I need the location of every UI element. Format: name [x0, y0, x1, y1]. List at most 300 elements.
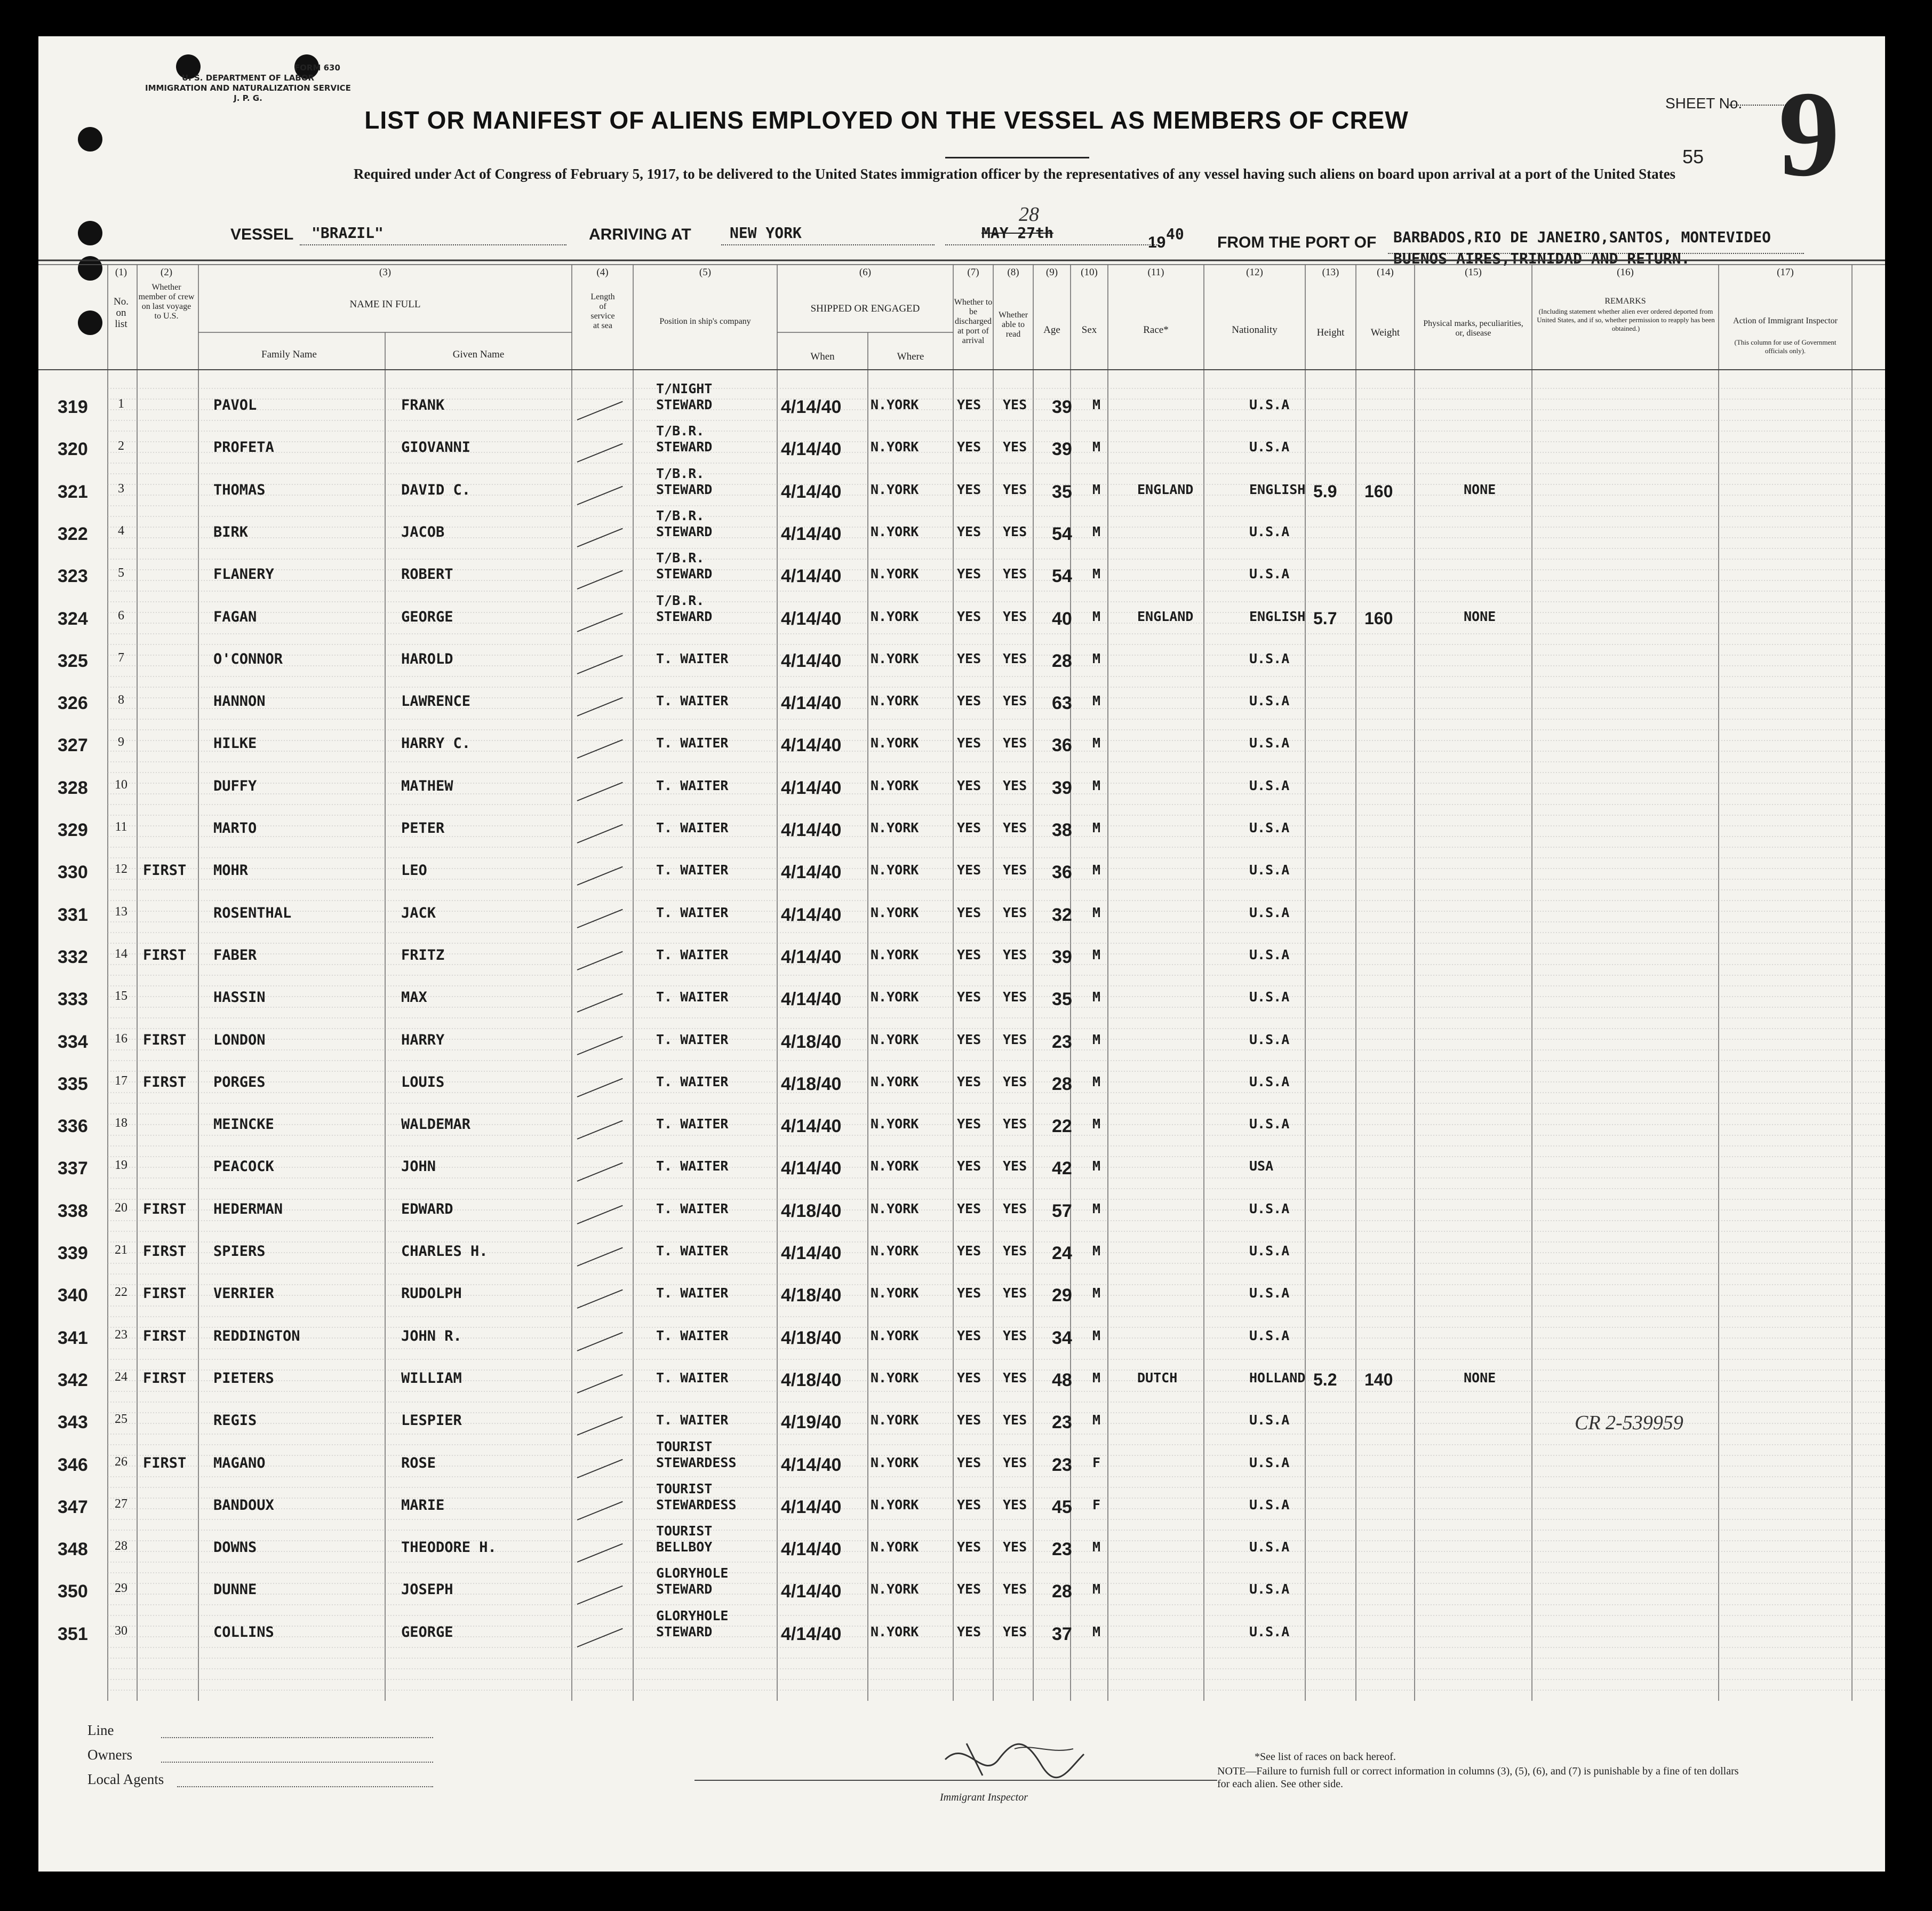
discharge-cell: YES — [957, 1158, 981, 1174]
service-check-mark — [577, 951, 623, 970]
sex-cell: M — [1092, 989, 1101, 1005]
shipped-when-cell: 4/14/40 — [781, 1454, 842, 1475]
sex-cell: F — [1092, 1496, 1101, 1512]
table-row — [38, 1523, 1885, 1578]
row-number: 2 — [118, 439, 124, 453]
service-check-mark — [577, 1332, 623, 1351]
row-number: 16 — [115, 1031, 127, 1046]
family-name-cell: LONDON — [213, 1031, 266, 1048]
row-number: 8 — [118, 693, 124, 707]
given-name-cell: MARIE — [401, 1496, 445, 1514]
row-number: 28 — [115, 1539, 127, 1554]
discharge-cell: YES — [957, 481, 981, 497]
col4-header: Length of service at sea — [590, 292, 615, 330]
shipped-where-cell: N.YORK — [871, 1031, 919, 1047]
discharge-cell: YES — [957, 1539, 981, 1555]
read-cell: YES — [1003, 481, 1027, 497]
shipped-where-cell: N.YORK — [871, 1243, 919, 1259]
list-line-number: 324 — [58, 608, 88, 629]
row-number: 5 — [118, 566, 124, 580]
col6a-header: When — [810, 351, 835, 362]
col9-num: (9) — [1045, 267, 1058, 278]
given-name-cell: JACK — [401, 904, 436, 921]
shipped-where-cell: N.YORK — [871, 777, 919, 793]
col11-num: (11) — [1147, 267, 1164, 278]
list-line-number: 335 — [58, 1073, 88, 1094]
read-cell: YES — [1003, 735, 1027, 751]
shipped-where-cell: N.YORK — [871, 1116, 919, 1132]
read-cell: YES — [1003, 989, 1027, 1005]
position-line2-cell: T. WAITER — [656, 1327, 729, 1343]
service-check-mark — [577, 909, 623, 928]
read-cell: YES — [1003, 566, 1027, 582]
discharge-cell: YES — [957, 1369, 981, 1386]
list-line-number: 348 — [58, 1539, 88, 1560]
nationality-cell: U.S.A — [1249, 1581, 1290, 1597]
nationality-cell: ENGLISH — [1249, 481, 1306, 497]
row-number: 18 — [115, 1116, 127, 1130]
shipped-when-cell: 4/14/40 — [781, 1116, 842, 1137]
sex-cell: M — [1092, 1243, 1101, 1259]
previous-voyage-cell: FIRST — [143, 1031, 187, 1048]
from-port-line1: BARBADOS,RIO DE JANEIRO,SANTOS, MONTEVIDEO — [1393, 228, 1771, 246]
family-name-cell: PORGES — [213, 1073, 266, 1090]
sex-cell: M — [1092, 1116, 1101, 1132]
read-cell: YES — [1003, 1200, 1027, 1216]
read-cell: YES — [1003, 1454, 1027, 1470]
shipped-when-cell: 4/18/40 — [781, 1073, 842, 1094]
read-cell: YES — [1003, 1496, 1027, 1512]
shipped-when-cell: 4/14/40 — [781, 650, 842, 671]
row-number: 1 — [118, 397, 124, 411]
shipped-when-cell: 4/14/40 — [781, 904, 842, 925]
shipped-where-cell: N.YORK — [871, 481, 919, 497]
position-line2-cell: T. WAITER — [656, 820, 729, 835]
shipped-where-cell: N.YORK — [871, 523, 919, 539]
sex-cell: M — [1092, 1327, 1101, 1343]
age-cell: 42 — [1052, 1158, 1072, 1179]
previous-voyage-cell: FIRST — [143, 946, 187, 964]
read-cell: YES — [1003, 1369, 1027, 1386]
family-name-cell: VERRIER — [213, 1285, 274, 1302]
position-line1-cell: TOURIST — [656, 1523, 713, 1539]
col8-num: (8) — [1007, 267, 1019, 278]
read-cell: YES — [1003, 523, 1027, 539]
sex-cell: M — [1092, 1073, 1101, 1089]
table-row — [38, 592, 1885, 647]
discharge-cell: YES — [957, 1285, 981, 1301]
given-name-cell: EDWARD — [401, 1200, 453, 1217]
list-line-number: 333 — [58, 989, 88, 1010]
service-check-mark — [577, 1247, 623, 1267]
col17-header: Action of Immigrant Inspector — [1733, 316, 1838, 325]
list-line-number: 323 — [58, 566, 88, 587]
age-cell: 23 — [1052, 1412, 1072, 1433]
list-line-number: 331 — [58, 904, 88, 925]
arriving-label: ARRIVING AT — [589, 226, 691, 243]
table-row — [38, 731, 1885, 774]
service-check-mark — [577, 655, 623, 674]
penalty-note: NOTE—Failure to furnish full or correct information in columns (3), (5), (6), and (7) is punishable by a fine of ten dollars for each alien. See other side. — [1217, 1765, 1739, 1790]
form-number: FORM 630 — [294, 63, 340, 73]
previous-voyage-cell: FIRST — [143, 1243, 187, 1260]
col7-header: Whether to be discharged at port of arrival — [954, 298, 993, 345]
col8-header: Whether able to read — [998, 310, 1028, 339]
shipped-where-cell: N.YORK — [871, 693, 919, 709]
arriving-port: NEW YORK — [730, 224, 802, 242]
row-number: 27 — [115, 1496, 127, 1511]
discharge-cell: YES — [957, 1243, 981, 1259]
age-cell: 40 — [1052, 608, 1072, 629]
row-number: 10 — [115, 777, 127, 792]
discharge-cell: YES — [957, 650, 981, 666]
shipped-when-cell: 4/14/40 — [781, 777, 842, 798]
position-line2-cell: T. WAITER — [656, 735, 729, 751]
service-check-mark — [577, 1374, 623, 1393]
age-cell: 54 — [1052, 523, 1072, 544]
read-cell: YES — [1003, 1623, 1027, 1639]
age-cell: 23 — [1052, 1454, 1072, 1475]
read-cell: YES — [1003, 1243, 1027, 1259]
service-check-mark — [577, 824, 623, 843]
nationality-cell: U.S.A — [1249, 820, 1290, 835]
read-cell: YES — [1003, 1116, 1027, 1132]
col17-num: (17) — [1777, 267, 1794, 278]
service-check-mark — [577, 1036, 623, 1055]
family-name-cell: HILKE — [213, 735, 257, 752]
shipped-when-cell: 4/18/40 — [781, 1369, 842, 1390]
shipped-where-cell: N.YORK — [871, 1623, 919, 1639]
col16-num: (16) — [1617, 267, 1634, 278]
family-name-cell: REGIS — [213, 1412, 257, 1429]
shipped-when-cell: 4/18/40 — [781, 1031, 842, 1052]
vessel-label: VESSEL — [230, 226, 294, 243]
shipped-where-cell: N.YORK — [871, 735, 919, 751]
nationality-cell: U.S.A — [1249, 862, 1290, 878]
family-name-cell: DUFFY — [213, 777, 257, 794]
given-name-cell: THEODORE H. — [401, 1539, 497, 1556]
list-line-number: 330 — [58, 862, 88, 883]
col3b-header: Given Name — [452, 349, 505, 360]
previous-voyage-cell: FIRST — [143, 1327, 187, 1344]
shipped-when-cell: 4/14/40 — [781, 1496, 842, 1517]
given-name-cell: FRANK — [401, 397, 445, 413]
service-name: IMMIGRATION AND NATURALIZATION SERVICE — [145, 83, 351, 93]
sex-cell: M — [1092, 1031, 1101, 1047]
row-number: 3 — [118, 481, 124, 496]
given-name-cell: LAWRENCE — [401, 693, 471, 710]
shipped-when-cell: 4/14/40 — [781, 1581, 842, 1602]
family-name-cell: FABER — [213, 946, 257, 964]
discharge-cell: YES — [957, 693, 981, 709]
service-check-mark — [577, 1628, 623, 1647]
list-line-number: 327 — [58, 735, 88, 756]
col6-header: SHIPPED OR ENGAGED — [810, 303, 920, 314]
table-row — [38, 1366, 1885, 1408]
col14-header: Weight — [1370, 327, 1400, 338]
sex-cell: M — [1092, 735, 1101, 751]
shipped-when-cell: 4/14/40 — [781, 1539, 842, 1560]
shipped-when-cell: 4/14/40 — [781, 523, 842, 544]
nationality-cell: U.S.A — [1249, 1073, 1290, 1089]
row-number: 23 — [115, 1327, 127, 1342]
sex-cell: M — [1092, 439, 1101, 455]
table-row — [38, 647, 1885, 689]
given-name-cell: CHARLES H. — [401, 1243, 488, 1260]
col9-header: Age — [1043, 324, 1060, 336]
family-name-cell: THOMAS — [213, 481, 266, 498]
col7-num: (7) — [967, 267, 979, 278]
shipped-when-cell: 4/14/40 — [781, 1158, 842, 1179]
read-cell: YES — [1003, 1285, 1027, 1301]
position-line2-cell: T. WAITER — [656, 1369, 729, 1386]
position-line2-cell: T. WAITER — [656, 1116, 729, 1132]
position-line2-cell: STEWARD — [656, 481, 713, 497]
position-line1-cell: TOURIST — [656, 1480, 713, 1496]
family-name-cell: MARTO — [213, 820, 257, 837]
discharge-cell: YES — [957, 820, 981, 835]
position-line2-cell: STEWARD — [656, 397, 713, 412]
weight-cell: 160 — [1364, 481, 1393, 501]
discharge-cell: YES — [957, 439, 981, 455]
row-number: 19 — [115, 1158, 127, 1173]
shipped-where-cell: N.YORK — [871, 1454, 919, 1470]
position-line2-cell: STEWARD — [656, 439, 713, 455]
col1-num: (1) — [115, 267, 127, 278]
discharge-cell: YES — [957, 1116, 981, 1132]
nationality-cell: U.S.A — [1249, 946, 1290, 962]
col4-num: (4) — [596, 267, 609, 278]
given-name-cell: LOUIS — [401, 1073, 445, 1090]
position-line2-cell: STEWARD — [656, 1581, 713, 1597]
age-cell: 22 — [1052, 1116, 1072, 1137]
inspector-label: Immigrant Inspector — [940, 1791, 1028, 1803]
list-line-number: 347 — [58, 1496, 88, 1517]
year-prefix: 19 — [1148, 234, 1166, 251]
discharge-cell: YES — [957, 946, 981, 962]
shipped-where-cell: N.YORK — [871, 1496, 919, 1512]
nationality-cell: U.S.A — [1249, 397, 1290, 412]
position-line2-cell: T. WAITER — [656, 989, 729, 1005]
age-cell: 24 — [1052, 1243, 1072, 1263]
row-number: 7 — [118, 650, 124, 665]
read-cell: YES — [1003, 1327, 1027, 1343]
table-row — [38, 381, 1885, 435]
races-note: *See list of races on back hereof. — [1255, 1751, 1396, 1763]
department-name: U. S. DEPARTMENT OF LABOR — [181, 73, 315, 83]
year-suffix: 40 — [1166, 225, 1184, 243]
list-line-number: 326 — [58, 693, 88, 714]
table-row — [38, 1070, 1885, 1112]
age-cell: 36 — [1052, 862, 1072, 883]
read-cell: YES — [1003, 1581, 1027, 1597]
col17-subheader: (This column for use of Government officials only). — [1734, 338, 1837, 355]
position-line1-cell: TOURIST — [656, 1438, 713, 1454]
shipped-when-cell: 4/14/40 — [781, 862, 842, 883]
given-name-cell: WILLIAM — [401, 1369, 462, 1387]
position-line1-cell: T/B.R. — [656, 550, 705, 566]
race-cell: DUTCH — [1137, 1369, 1178, 1386]
position-line1-cell: T/B.R. — [656, 423, 705, 439]
table-row — [38, 1324, 1885, 1366]
nationality-cell: U.S.A — [1249, 989, 1290, 1005]
family-name-cell: PAVOL — [213, 397, 257, 413]
sex-cell: M — [1092, 946, 1101, 962]
discharge-cell: YES — [957, 523, 981, 539]
sex-cell: M — [1092, 904, 1101, 920]
nationality-cell: U.S.A — [1249, 1200, 1290, 1216]
read-cell: YES — [1003, 946, 1027, 962]
given-name-cell: GIOVANNI — [401, 439, 471, 456]
sheet-number: 9 — [1778, 66, 1840, 202]
nationality-cell: U.S.A — [1249, 1327, 1290, 1343]
col6b-header: Where — [897, 351, 924, 362]
shipped-where-cell: N.YORK — [871, 397, 919, 412]
col10-num: (10) — [1081, 267, 1098, 278]
list-line-number: 322 — [58, 523, 88, 544]
given-name-cell: PETER — [401, 820, 445, 837]
shipped-when-cell: 4/14/40 — [781, 566, 842, 587]
list-line-number: 351 — [58, 1623, 88, 1644]
position-line2-cell: T. WAITER — [656, 777, 729, 793]
given-name-cell: GEORGE — [401, 1623, 453, 1641]
family-name-cell: MAGANO — [213, 1454, 266, 1471]
shipped-where-cell: N.YORK — [871, 989, 919, 1005]
given-name-cell: ROSE — [401, 1454, 436, 1471]
service-check-mark — [577, 1078, 623, 1097]
family-name-cell: REDDINGTON — [213, 1327, 300, 1344]
family-name-cell: FAGAN — [213, 608, 257, 625]
col3a-header: Family Name — [261, 349, 317, 360]
manifest-sheet — [38, 36, 1885, 1872]
position-line1-cell: T/B.R. — [656, 507, 705, 523]
nationality-cell: USA — [1249, 1158, 1274, 1174]
col15-header: Physical marks, peculiarities, or, disease — [1423, 319, 1523, 338]
col10-header: Sex — [1081, 324, 1097, 336]
table-row — [38, 507, 1885, 562]
age-cell: 54 — [1052, 566, 1072, 587]
physical-marks-cell: NONE — [1464, 608, 1496, 624]
shipped-where-cell: N.YORK — [871, 1581, 919, 1597]
family-name-cell: COLLINS — [213, 1623, 274, 1641]
given-name-cell: MAX — [401, 989, 427, 1006]
position-line2-cell: T. WAITER — [656, 1285, 729, 1301]
sex-cell: M — [1092, 608, 1101, 624]
position-line2-cell: T. WAITER — [656, 693, 729, 709]
list-line-number: 319 — [58, 397, 88, 417]
col12-num: (12) — [1246, 267, 1263, 278]
shipped-when-cell: 4/14/40 — [781, 397, 842, 417]
shipped-where-cell: N.YORK — [871, 1412, 919, 1428]
service-check-mark — [577, 401, 623, 420]
age-cell: 39 — [1052, 439, 1072, 460]
sex-cell: F — [1092, 1454, 1101, 1470]
age-cell: 23 — [1052, 1539, 1072, 1560]
family-name-cell: MOHR — [213, 862, 249, 879]
discharge-cell: YES — [957, 1412, 981, 1428]
row-number: 14 — [115, 946, 127, 961]
nationality-cell: U.S.A — [1249, 1454, 1290, 1470]
discharge-cell: YES — [957, 989, 981, 1005]
row-number: 11 — [115, 820, 127, 834]
race-cell: ENGLAND — [1137, 608, 1194, 624]
age-cell: 39 — [1052, 397, 1072, 417]
read-cell: YES — [1003, 904, 1027, 920]
shipped-where-cell: N.YORK — [871, 1369, 919, 1386]
service-check-mark — [577, 1543, 623, 1563]
list-line-number: 320 — [58, 439, 88, 460]
list-line-number: 346 — [58, 1454, 88, 1475]
position-line2-cell: STEWARD — [656, 566, 713, 582]
family-name-cell: HEDERMAN — [213, 1200, 283, 1217]
family-name-cell: DOWNS — [213, 1539, 257, 1556]
nationality-cell: U.S.A — [1249, 650, 1290, 666]
service-check-mark — [577, 697, 623, 716]
sheet-sub-number: 55 — [1682, 146, 1704, 168]
given-name-cell: GEORGE — [401, 608, 453, 625]
position-line2-cell: STEWARD — [656, 1623, 713, 1639]
read-cell: YES — [1003, 777, 1027, 793]
age-cell: 37 — [1052, 1623, 1072, 1644]
physical-marks-cell: NONE — [1464, 1369, 1496, 1386]
shipped-when-cell: 4/14/40 — [781, 693, 842, 714]
nationality-cell: U.S.A — [1249, 1496, 1290, 1512]
age-cell: 45 — [1052, 1496, 1072, 1517]
discharge-cell: YES — [957, 1623, 981, 1639]
given-name-cell: MATHEW — [401, 777, 453, 794]
nationality-cell: U.S.A — [1249, 777, 1290, 793]
age-cell: 23 — [1052, 1031, 1072, 1052]
discharge-cell: YES — [957, 777, 981, 793]
discharge-cell: YES — [957, 862, 981, 878]
footer-agents-field — [177, 1786, 433, 1787]
height-cell: 5.7 — [1313, 608, 1337, 628]
discharge-cell: YES — [957, 1200, 981, 1216]
row-number: 22 — [115, 1285, 127, 1300]
discharge-cell: YES — [957, 1073, 981, 1089]
col11-header: Race* — [1143, 324, 1169, 336]
table-row — [38, 1565, 1885, 1620]
age-cell: 28 — [1052, 650, 1072, 671]
given-name-cell: LEO — [401, 862, 427, 879]
shipped-when-cell: 4/19/40 — [781, 1412, 842, 1433]
table-row — [38, 1480, 1885, 1535]
col1-header: No. on list — [114, 296, 129, 330]
sex-cell: M — [1092, 1623, 1101, 1639]
age-cell: 57 — [1052, 1200, 1072, 1221]
row-number: 26 — [115, 1454, 127, 1469]
table-row — [38, 550, 1885, 604]
shipped-where-cell: N.YORK — [871, 946, 919, 962]
given-name-cell: JOHN — [401, 1158, 436, 1175]
sex-cell: M — [1092, 397, 1101, 412]
vessel-name: "BRAZIL" — [312, 224, 384, 242]
footer-owners-label: Owners — [87, 1747, 132, 1763]
service-check-mark — [577, 1586, 623, 1605]
table-row — [38, 1438, 1885, 1493]
col3-num: (3) — [379, 267, 392, 278]
height-cell: 5.9 — [1313, 481, 1337, 501]
row-number: 6 — [118, 608, 124, 623]
position-line2-cell: T. WAITER — [656, 1073, 729, 1089]
service-check-mark — [577, 782, 623, 801]
col3-header: NAME IN FULL — [349, 299, 421, 310]
table-row — [38, 1607, 1885, 1662]
family-name-cell: PEACOCK — [213, 1158, 274, 1175]
shipped-where-cell: N.YORK — [871, 1073, 919, 1089]
nationality-cell: U.S.A — [1249, 1539, 1290, 1555]
shipped-where-cell: N.YORK — [871, 1158, 919, 1174]
